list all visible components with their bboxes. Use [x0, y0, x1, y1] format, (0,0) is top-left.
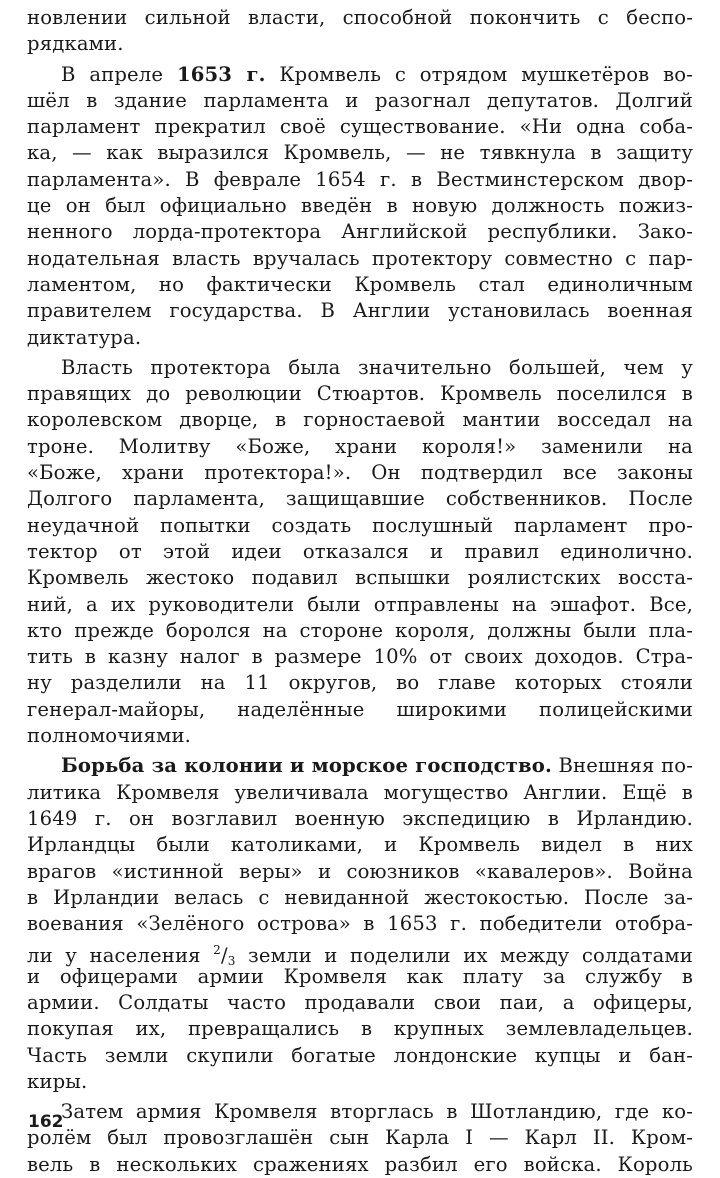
text-fragment: В апреле: [61, 62, 177, 86]
text-line: шёл в здание парламента и разогнал депутатов. Долгий: [27, 88, 693, 112]
text-line: покупая их, превращались в крупных землевладельцев.: [27, 1017, 693, 1041]
text-line: троне. Молитву «Боже, храни короля!» заменили на: [27, 434, 693, 458]
paragraph: [27, 355, 693, 749]
text-line: ламентом, но фактически Кромвель стал единоличным: [27, 272, 693, 296]
paragraph: [27, 1099, 693, 1178]
text-line: диктатура.: [27, 325, 142, 349]
text-line: [27, 62, 693, 88]
paragraph: [27, 62, 693, 351]
text-line: рядками.: [27, 32, 124, 56]
text-line: [27, 937, 693, 969]
paragraph: [27, 753, 693, 1095]
text-fragment: земли и поделили их между солдатами: [235, 944, 693, 968]
fraction-slash: /: [220, 944, 228, 968]
text-line: королевском дворце, в горностаевой мантии восседал на: [27, 408, 693, 432]
text-line: правителем государства. В Англии установилась военная: [27, 299, 693, 323]
text-fragment: ли у населения: [27, 944, 214, 968]
section-heading: Борьба за колонии и морское господство.: [61, 754, 552, 778]
text-line: Долгого парламента, защищавшие собственников. После: [27, 487, 693, 511]
text-line: неудачной попытки создать послушный парламент про-: [27, 513, 693, 537]
text-line: парламента». В феврале 1654 г. в Вестминстерском двор-: [27, 167, 693, 191]
text-line: вель в нескольких сражениях разбил его войска. Король: [27, 1152, 693, 1176]
text-line: «Боже, храни протектора!». Он подтвердил все законы: [27, 461, 693, 485]
text-line: врагов «истинной веры» и союзников «кавалеров». Война: [27, 859, 693, 883]
fraction-denominator: 3: [227, 954, 236, 969]
text-line: воевания «Зелёного острова» в 1653 г. победители отобра-: [27, 912, 693, 936]
text-line: парламент прекратил своё существование. «Ни одна соба-: [27, 115, 693, 139]
bold-date: 1653 г.: [176, 62, 266, 86]
body-text: [27, 5, 693, 1178]
text-line: в Ирландии велась с невиданной жестокостью. После за-: [27, 885, 693, 909]
text-line: [27, 753, 693, 779]
text-line: киры.: [27, 1069, 88, 1093]
text-line: армии. Солдаты часто продавали свои паи, а офицеры,: [27, 990, 693, 1014]
text-line: полномочиями.: [27, 724, 192, 748]
text-fragment: Кромвель с отрядом мушкетёров во-: [265, 62, 694, 86]
fraction-numerator: 2: [213, 943, 221, 958]
text-line: тить в казну налог в размере 10% от своих доходов. Стра-: [27, 645, 693, 669]
text-line: це он был официально введён в новую должность пожиз-: [27, 194, 693, 218]
text-line: новлении сильной власти, способной покончить с беспо-: [27, 6, 693, 29]
paragraph: [27, 5, 693, 58]
text-line: ний, а их руководители были отправлены на эшафот. Все,: [27, 592, 693, 616]
text-line: 1649 г. он возглавил военную экспедицию в Ирландию.: [27, 806, 693, 830]
text-fragment: Внешняя по-: [551, 754, 693, 778]
text-line: ролём был провозглашён сын Карла I — Карл II. Кром-: [27, 1126, 693, 1150]
text-line: литика Кромвеля увеличивала могущество Англии. Ещё в: [27, 780, 693, 804]
text-line: ну разделили на 11 округов, во главе которых стояли: [27, 671, 693, 695]
text-line: Часть земли скупили богатые лондонские купцы и бан-: [27, 1043, 693, 1067]
text-line: Кромвель жестоко подавил вспышки роялистских восста-: [27, 566, 693, 590]
text-line: Власть протектора была значительно большей, чем у: [61, 355, 693, 379]
text-line: правящих до революции Стюартов. Кромвель поселился в: [27, 382, 693, 406]
text-line: кто прежде боролся на стороне короля, должны были пла-: [27, 618, 693, 642]
text-line: и офицерами армии Кромвеля как плату за службу в: [27, 964, 693, 988]
text-line: ка, — как выразился Кромвель, — не тявкнула в защиту: [27, 141, 693, 165]
text-line: ненного лорда-протектора Английской республики. Зако-: [27, 220, 693, 244]
text-line: Затем армия Кромвеля вторглась в Шотландию, где ко-: [61, 1100, 693, 1124]
text-line: Ирландцы были католиками, и Кромвель видел в них: [27, 833, 693, 857]
text-line: нодательная власть вручалась протектору совместно с пар-: [27, 246, 693, 270]
page-number: 162: [28, 1112, 64, 1132]
text-line: генерал-майоры, наделённые широкими полицейскими: [27, 697, 693, 721]
text-line: тектор от этой идеи отказался и правил единолично.: [27, 539, 693, 563]
